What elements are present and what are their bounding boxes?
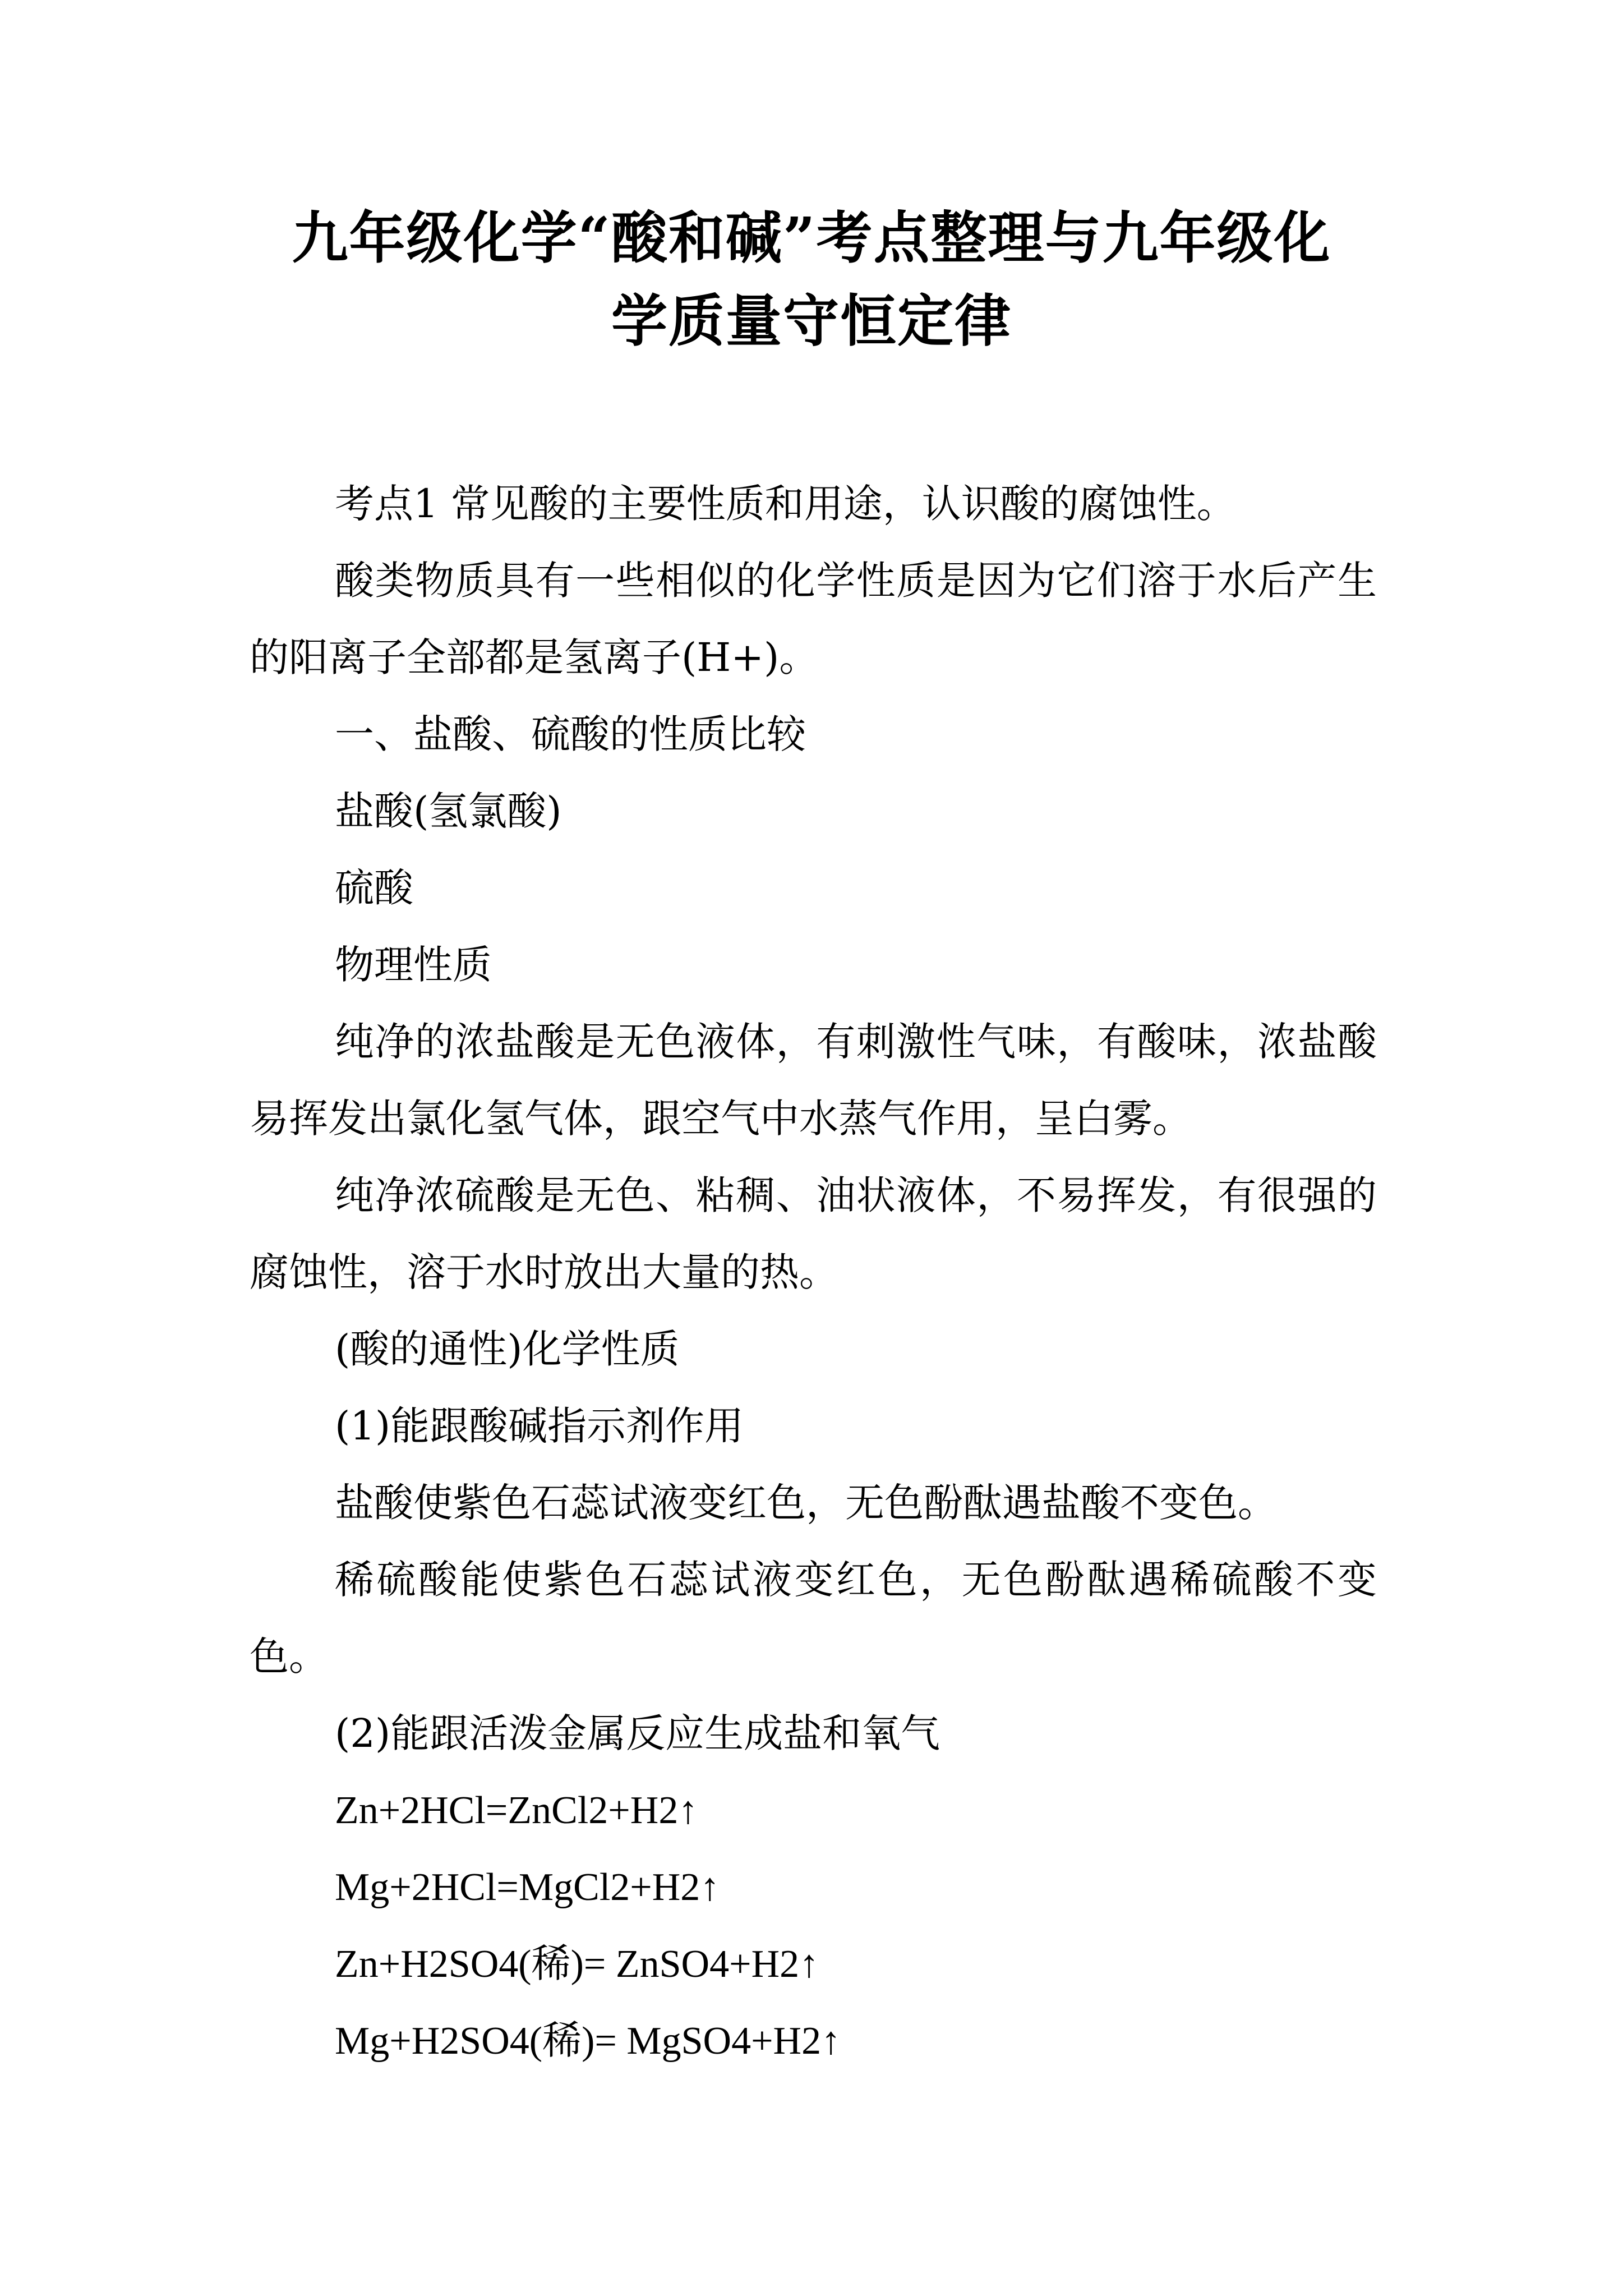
paragraph-hcl-physical: 纯净的浓盐酸是无色液体，有刺激性气味，有酸味，浓盐酸易挥发出氯化氢气体，跟空气中水蒸气作用，呈白雾。 — [250, 1019, 1377, 1142]
paragraph-indicator: (1)能跟酸碱指示剂作用 — [335, 1403, 744, 1449]
document-body — [250, 466, 1377, 2079]
paragraph-hcl-indicator: 盐酸使紫色石蕊试液变红色，无色酚酞遇盐酸不变色。 — [335, 1480, 1277, 1526]
paragraph-h2so4-physical: 纯净浓硫酸是无色、粘稠、油状液体，不易挥发，有很强的腐蚀性，溶于水时放出大量的热。 — [250, 1172, 1377, 1295]
paragraph-physical-properties: 物理性质 — [335, 942, 492, 988]
paragraph-exam-point-1: 考点1 常见酸的主要性质和用途，认识酸的腐蚀性。 — [335, 481, 1236, 527]
paragraph-h2so4-indicator: 稀硫酸能使紫色石蕊试液变红色，无色酚酞遇稀硫酸不变色。 — [250, 1557, 1377, 1680]
paragraph-sulfuric-acid: 硫酸 — [335, 865, 413, 911]
section-heading-comparison: 一、盐酸、硫酸的性质比较 — [335, 711, 806, 757]
title-line-2: 学质量守恒定律 — [611, 288, 1012, 354]
paragraph-metal-reaction: (2)能跟活泼金属反应生成盐和氧气 — [335, 1710, 940, 1756]
equation-mg-h2so4: Mg+H2SO4(稀)= MgSO4+H2↑ — [335, 2019, 841, 2063]
equation-zn-hcl: Zn+2HCl=ZnCl2+H2↑ — [335, 1789, 698, 1832]
title-line-1: 九年级化学“酸和碱”考点整理与九年级化 — [292, 205, 1331, 271]
paragraph-chemical-properties: (酸的通性)化学性质 — [335, 1326, 680, 1372]
document-title — [213, 196, 1410, 362]
equation-zn-h2so4: Zn+H2SO4(稀)= ZnSO4+H2↑ — [335, 1943, 819, 1986]
paragraph-hydrochloric-acid: 盐酸(氢氯酸) — [335, 788, 562, 834]
paragraph-acid-properties: 酸类物质具有一些相似的化学性质是因为它们溶于水后产生的阳离子全部都是氢离子(H+)。 — [250, 558, 1377, 680]
equation-mg-hcl: Mg+2HCl=MgCl2+H2↑ — [335, 1866, 720, 1909]
